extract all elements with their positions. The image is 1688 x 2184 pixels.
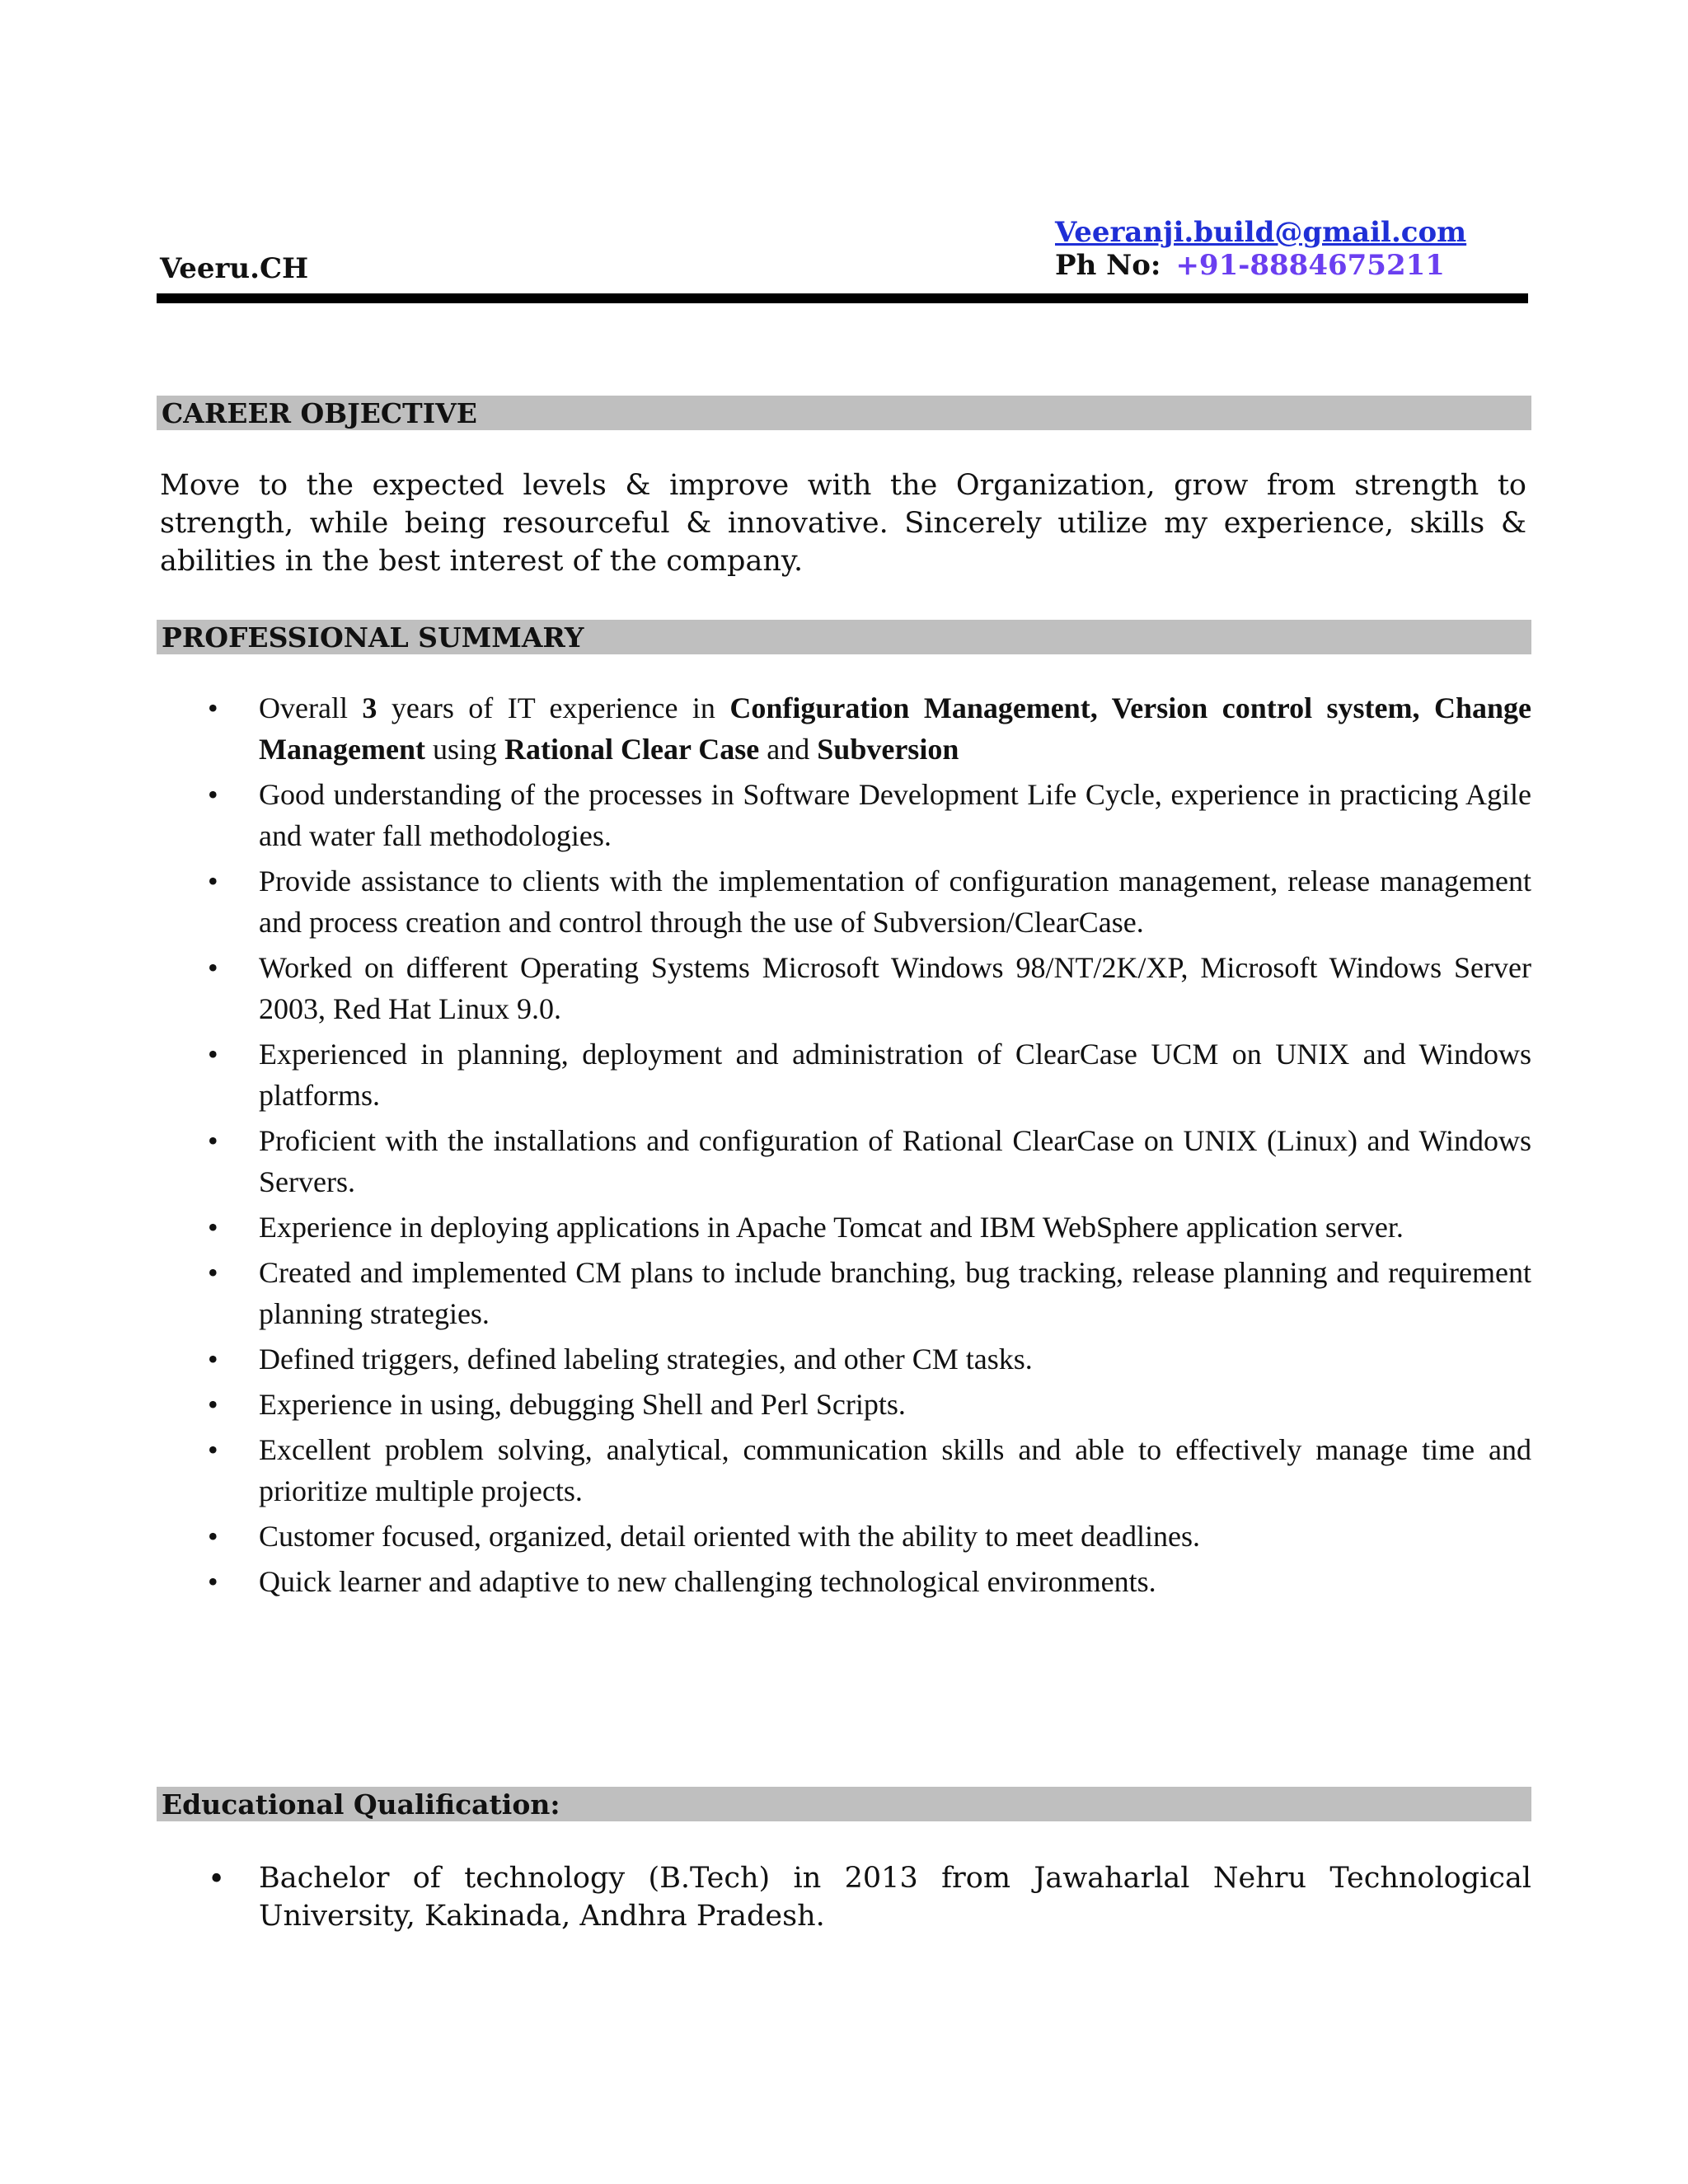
summary-tool: Subversion	[817, 733, 959, 766]
bullet-icon: •	[208, 1343, 218, 1376]
list-item	[160, 1859, 1531, 1935]
list-item-text: Provide assistance to clients with the implementation of configuration management, release management and process creation and control through the use of Subversion/ClearCase.	[259, 865, 1531, 939]
bullet-icon: •	[208, 1124, 218, 1157]
list-item-text: Customer focused, organized, detail oriented with the ability to meet deadlines.	[259, 1520, 1201, 1553]
list-item	[160, 860, 1531, 943]
list-item	[160, 1120, 1531, 1202]
bullet-icon: •	[208, 1520, 218, 1553]
summary-tool: Rational Clear Case	[504, 733, 760, 766]
list-item-text: Bachelor of technology (B.Tech) in 2013 from Jawaharlal Nehru Technological University, Kakinada, Andhra Pradesh.	[259, 1862, 1531, 1933]
bullet-icon: •	[208, 1863, 226, 1896]
career-objective-text: Move to the expected levels & improve with the Organization, grow from strength to strength, while being resourceful & innovative. Sincerely utilize my experience, skills & abilities in the best interest of the company.	[160, 469, 1526, 578]
header-divider	[157, 293, 1528, 303]
bullet-icon: •	[208, 1256, 218, 1289]
career-objective-heading: CAREER OBJECTIVE	[157, 396, 1531, 430]
list-item-text: Excellent problem solving, analytical, communication skills and able to effectively manage time and prioritize multiple projects.	[259, 1433, 1531, 1507]
list-item	[160, 687, 1531, 770]
list-item	[160, 947, 1531, 1029]
professional-summary-list	[160, 687, 1531, 1606]
bullet-icon: •	[208, 865, 218, 898]
list-item	[160, 1561, 1531, 1602]
professional-summary-heading: PROFESSIONAL SUMMARY	[157, 620, 1531, 654]
summary-text: years of IT experience in	[377, 691, 730, 724]
list-item	[160, 1516, 1531, 1557]
phone-row	[1055, 249, 1466, 282]
bullet-icon: •	[208, 1433, 218, 1466]
summary-text: Overall	[259, 691, 363, 724]
education-heading: Educational Qualification:	[157, 1787, 1531, 1821]
list-item-text: Created and implemented CM plans to include branching, bug tracking, release planning and requirement planning strategies.	[259, 1256, 1531, 1330]
list-item	[160, 1338, 1531, 1380]
list-item-text: Worked on different Operating Systems Microsoft Windows 98/NT/2K/XP, Microsoft Windows Server 2003, Red Hat Linux 9.0.	[259, 951, 1531, 1025]
list-item	[160, 774, 1531, 856]
bullet-icon: •	[208, 1211, 218, 1244]
bullet-icon: •	[208, 778, 218, 811]
list-item-text: Good understanding of the processes in Software Development Life Cycle, experience in practicing Agile and water fall methodologies.	[259, 778, 1531, 852]
list-item-text: Quick learner and adaptive to new challenging technological environments.	[259, 1565, 1156, 1598]
bullet-icon: •	[208, 1038, 218, 1071]
summary-skills: Configuration Management, Version control system, Change Management	[259, 691, 1531, 766]
bullet-icon: •	[208, 1388, 218, 1421]
summary-years: 3	[362, 691, 377, 724]
list-item	[160, 1207, 1531, 1248]
phone-number: +91-8884675211	[1175, 249, 1445, 282]
list-item	[160, 1429, 1531, 1511]
list-item	[160, 1033, 1531, 1116]
education-list	[160, 1859, 1531, 1939]
bullet-icon: •	[208, 1565, 218, 1598]
bullet-icon: •	[208, 691, 218, 724]
list-item-text: Defined triggers, defined labeling strategies, and other CM tasks.	[259, 1343, 1033, 1376]
bullet-icon: •	[208, 951, 218, 984]
phone-label: Ph No:	[1055, 249, 1161, 282]
candidate-name: Veeru.CH	[160, 252, 309, 285]
email-link[interactable]: Veeranji.build@gmail.com	[1055, 216, 1467, 249]
summary-text: and	[759, 733, 818, 766]
list-item-text: Proficient with the installations and configuration of Rational ClearCase on UNIX (Linux) and Windows Servers.	[259, 1124, 1531, 1198]
list-item	[160, 1384, 1531, 1425]
list-item	[160, 1252, 1531, 1334]
contact-block	[1055, 216, 1466, 282]
list-item-text: Experience in deploying applications in Apache Tomcat and IBM WebSphere application server.	[259, 1211, 1404, 1244]
list-item-text: Experienced in planning, deployment and administration of ClearCase UCM on UNIX and Windows platforms.	[259, 1038, 1531, 1112]
summary-text: using	[424, 733, 504, 766]
list-item-text: Experience in using, debugging Shell and Perl Scripts.	[259, 1388, 906, 1421]
